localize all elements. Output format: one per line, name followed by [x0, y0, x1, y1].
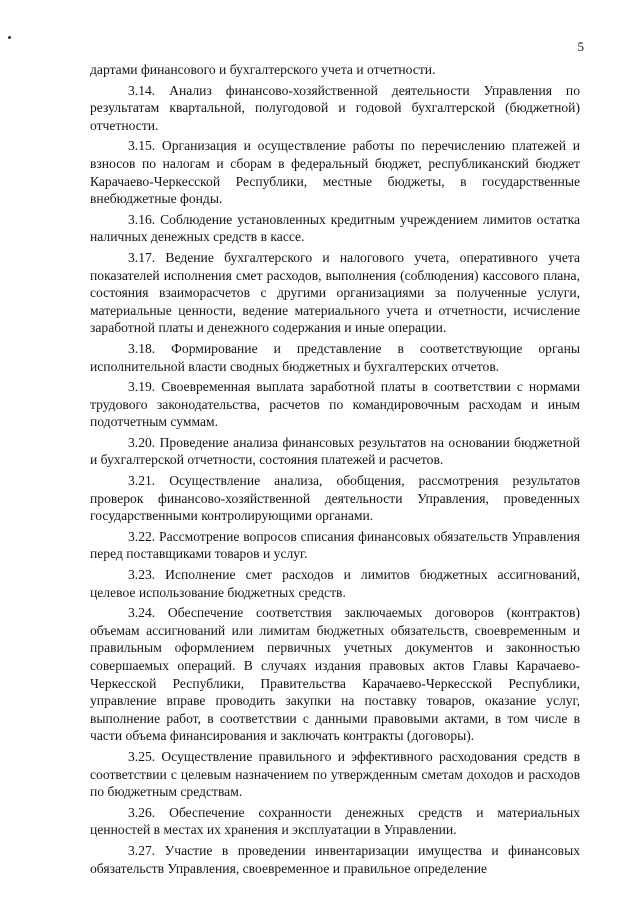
scan-speck [8, 36, 11, 39]
paragraph-3-16: 3.16. Соблюдение установленных кредитным учреждением лимитов остатка наличных денежных средств в кассе. [90, 211, 580, 245]
page-number: 5 [577, 39, 584, 54]
paragraph-3-24: 3.24. Обеспечение соответствия заключаемых договоров (контрактов) объемам ассигнований или лимитам бюджетных обязательств, своевременным и правильным оформлением первичных учетных документов и законностью совершаемых операций. В случаях издания правовых актов Главы Карачаево-Черкесской Республики, Правительства Карачаево-Черкесской Республики, управление вправе проводить закупки на поставку товаров, оказание услуг, выполнение работ, в соответствии с данными правовыми актами, в том числе в части объема финансирования и заключать контракты (договоры). [90, 605, 580, 744]
paragraph-3-22: 3.22. Рассмотрение вопросов списания финансовых обязательств Управления перед поставщиками товаров и услуг. [90, 528, 580, 562]
paragraph-3-27: 3.27. Участие в проведении инвентаризации имущества и финансовых обязательств Управления, своевременное и правильное определение [90, 842, 580, 876]
paragraph-3-23: 3.23. Исполнение смет расходов и лимитов бюджетных ассигнований, целевое использование бюджетных средств. [90, 567, 580, 600]
paragraph-3-19: 3.19. Своевременная выплата заработной платы в соответствии с нормами трудового законодательства, расчетов по командировочным расходам и иным подотчетным суммам. [90, 379, 580, 430]
paragraph-3-14: 3.14. Анализ финансово-хозяйственной деятельности Управления по результатам квартальной, полугодовой и годовой бухгалтерской (бюджетной) отчетности. [90, 82, 580, 133]
paragraph-continuation: дартами финансового и бухгалтерского учета и отчетности. [90, 62, 436, 77]
paragraph-3-21: 3.21. Осуществление анализа, обобщения, рассмотрения результатов проверок финансово-хозяйственной деятельности Управления, проведенных государственными контролирующими органами. [90, 473, 580, 524]
paragraph-3-26: 3.26. Обеспечение сохранности денежных средств и материальных ценностей в местах их хранения и эксплуатации в Управлении. [90, 804, 580, 838]
paragraph-3-25: 3.25. Осуществление правильного и эффективного расходования средств в соответствии с целевым назначением по утвержденным сметам доходов и расходов по бюджетным средствам. [90, 748, 580, 800]
paragraph-3-18: 3.18. Формирование и представление в соответствующие органы исполнительной власти сводных бюджетных и бухгалтерских отчетов. [90, 340, 580, 374]
paragraph-3-15: 3.15. Организация и осуществление работы по перечислению платежей и взносов по налогам и сборам в федеральный бюджет, республиканский бюджет Карачаево-Черкесской Республики, местные бюджеты, в государственные внебюджетные фонды. [90, 138, 580, 207]
paragraph-3-20: 3.20. Проведение анализа финансовых результатов на основании бюджетной и бухгалтерской отчетности, состояния платежей и расчетов. [90, 434, 580, 468]
document-body [90, 61, 580, 880]
paragraph-3-17: 3.17. Ведение бухгалтерского и налогового учета, оперативного учета показателей исполнения смет расходов, выполнения (соблюдения) кассового плана, состояния взаиморасчетов с другими организациями за полученные услуги, материальные ценности, ведение материального учета и отчетности, исчисление заработной платы и денежного содержания и иные операции. [90, 249, 580, 336]
